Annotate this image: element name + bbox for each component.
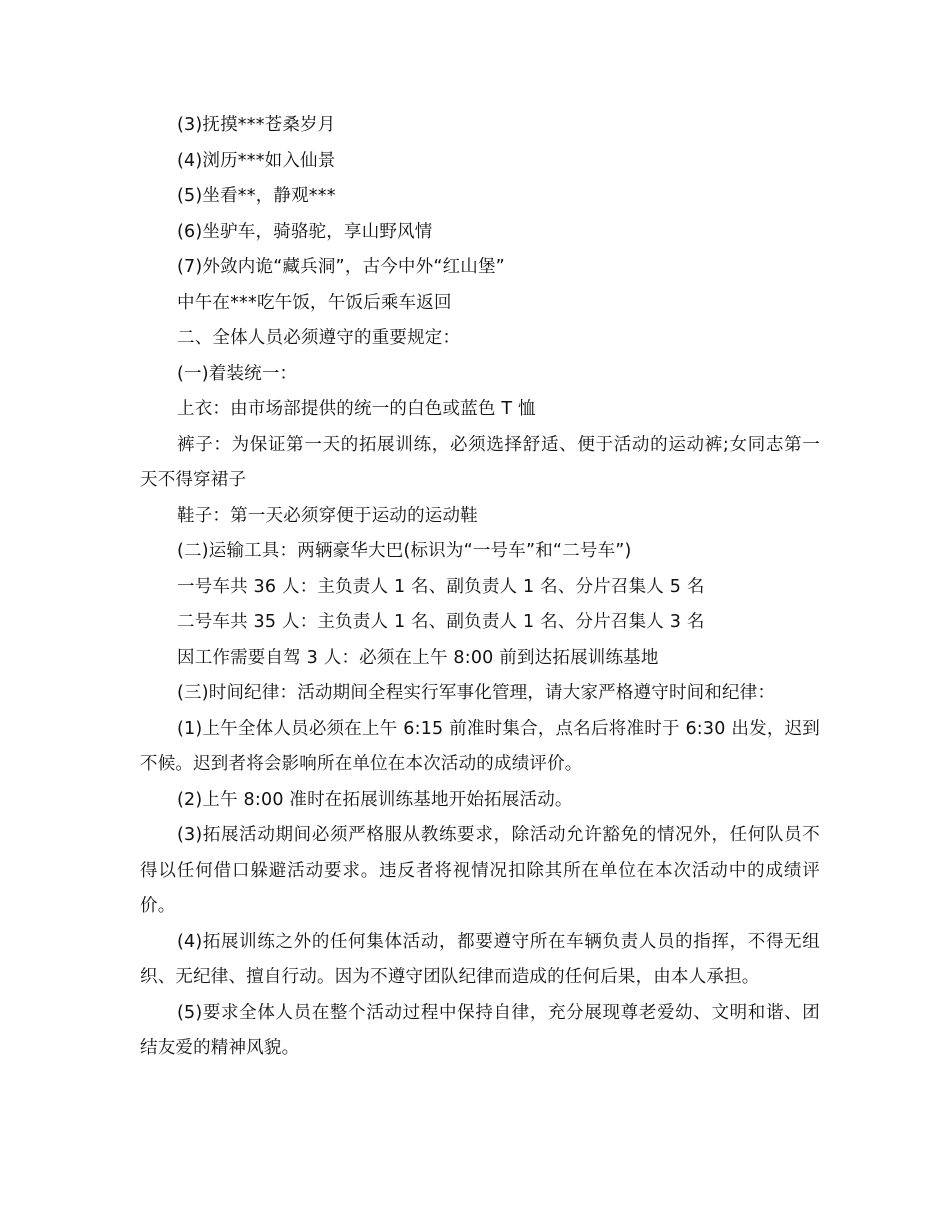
subheading-dress-code: (一)着装统一： [177, 363, 298, 384]
paragraph-lunch-return: 中午在***吃午饭，午饭后乘车返回 [177, 292, 452, 313]
document-body [140, 108, 820, 1067]
paragraph-rule-3-coach: (3)拓展活动期间必须严格服从教练要求，除活动允许豁免的情况外，任何队员不得以任何借口躲避活动要求。违反者将视情况扣除其所在单位在本次活动中的成绩评价。 [140, 825, 820, 916]
section-heading-rules: 二、全体人员必须遵守的重要规定： [177, 328, 461, 348]
paragraph-item-3-touch-years: (3)抚摸***苍桑岁月 [177, 115, 336, 135]
paragraph-item-5-view: (5)坐看**，静观*** [177, 186, 336, 206]
paragraph-item-7-cave-castle: (7)外敛内诡“藏兵洞”，古今中外“红山堡” [177, 257, 505, 277]
paragraph-rule-2-start: (2)上午 8:00 准时在拓展训练基地开始拓展活动。 [177, 789, 573, 810]
subheading-time-discipline: (三)时间纪律：活动期间全程实行军事化管理，请大家严格遵守时间和纪律： [177, 683, 776, 703]
paragraph-top-wear: 上衣：由市场部提供的统一的白色或蓝色 T 恤 [177, 399, 536, 419]
paragraph-item-4-visit-scenery: (4)浏历***如入仙景 [177, 150, 336, 171]
paragraph-rule-5-conduct: (5)要求全体人员在整个活动过程中保持自律，充分展现尊老爱幼、文明和谐、团结友爱的精神风貌。 [140, 1002, 820, 1058]
paragraph-shoes: 鞋子：第一天必须穿便于运动的运动鞋 [177, 505, 478, 526]
paragraph-rule-4-group: (4)拓展训练之外的任何集体活动，都要遵守所在车辆负责人员的指挥，不得无组织、无纪律、擅自行动。因为不遵守团队纪律而造成的任何后果，由本人承担。 [140, 931, 820, 987]
paragraph-bus-one: 一号车共 36 人：主负责人 1 名、副负责人 1 名、分片召集人 5 名 [177, 576, 705, 597]
paragraph-rule-1-assembly: (1)上午全体人员必须在上午 6:15 前准时集合，点名后将准时于 6:30 出发，迟到不候。迟到者将会影响所在单位在本次活动的成绩评价。 [140, 718, 820, 774]
paragraph-pants: 裤子：为保证第一天的拓展训练，必须选择舒适、便于活动的运动裤;女同志第一天不得穿裙子 [140, 434, 820, 490]
subheading-transport: (二)运输工具：两辆豪华大巴(标识为“一号车”和“二号车”) [177, 541, 632, 561]
paragraph-item-6-donkey-camel: (6)坐驴车，骑骆驼，享山野风情 [177, 221, 433, 242]
paragraph-self-drive: 因工作需要自驾 3 人：必须在上午 8:00 前到达拓展训练基地 [177, 647, 659, 668]
paragraph-bus-two: 二号车共 35 人：主负责人 1 名、副负责人 1 名、分片召集人 3 名 [177, 612, 705, 632]
